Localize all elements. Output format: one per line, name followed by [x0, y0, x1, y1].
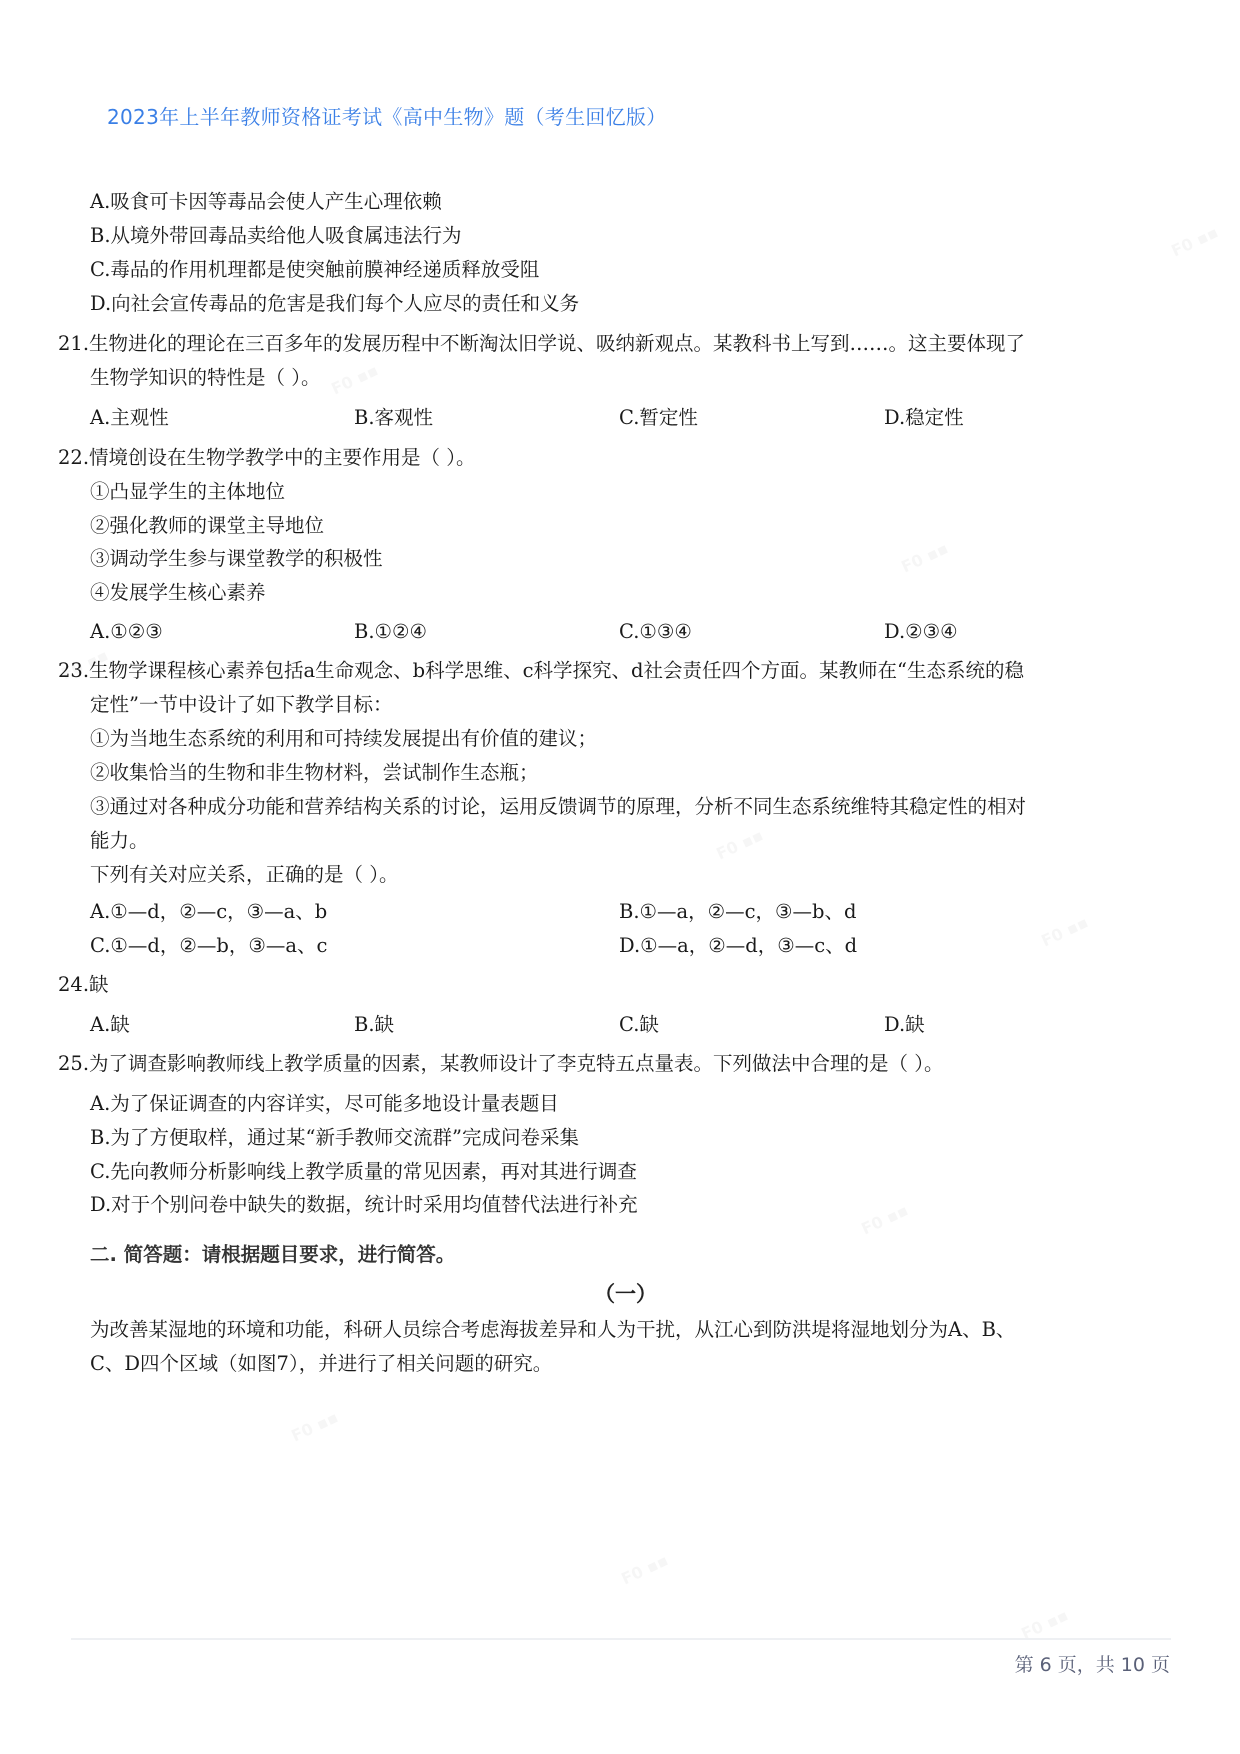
q20-option-d: D.向社会宣传毒品的危害是我们每个人应尽的责任和义务 [90, 292, 580, 315]
q22-option-a: A.①②③ [90, 620, 163, 643]
subsection-title: （一） [594, 1282, 657, 1306]
q24-option-d: D.缺 [884, 1013, 925, 1036]
watermark-logo-icon [1168, 222, 1221, 260]
watermark-logo-icon [618, 1550, 671, 1588]
q21-option-d: D.稳定性 [884, 406, 964, 429]
section-heading: 二. 简答题：请根据题目要求，进行简答。 [90, 1243, 456, 1266]
q25-option-d: D.对于个别问卷中缺失的数据，统计时采用均值替代法进行补充 [90, 1193, 638, 1216]
q20-option-a: A.吸食可卡因等毒品会使人产生心理依赖 [90, 190, 442, 213]
passage-line-2: C、D四个区域（如图7），并进行了相关问题的研究。 [90, 1352, 553, 1375]
q25-stem: 25.为了调查影响教师线上教学质量的因素，某教师设计了李克特五点量表。下列做法中合理的是（ ）。 [58, 1052, 944, 1075]
q25-option-a: A.为了保证调查的内容详实，尽可能多地设计量表题目 [90, 1092, 559, 1115]
q22-option-c: C.①③④ [619, 620, 692, 643]
document-title: 2023年上半年教师资格证考试《高中生物》题（考生回忆版） [107, 105, 667, 129]
q23-option-b: B.①—a，②—c，③—b、d [619, 900, 857, 923]
q23-item-1: ①为当地生态系统的利用和可持续发展提出有价值的建议； [90, 727, 598, 750]
q21-stem-line1: 21.生物进化的理论在三百多年的发展历程中不断淘汰旧学说、吸纳新观点。某教科书上写到……。这主要体现了 [58, 332, 1026, 355]
q23-item-3: ③通过对各种成分功能和营养结构关系的讨论，运用反馈调节的原理，分析不同生态系统维特其稳定性的相对 [90, 795, 1027, 818]
q22-item-3: ③调动学生参与课堂教学的积极性 [90, 547, 383, 570]
watermark-logo-icon [898, 538, 951, 576]
q24-option-b: B.缺 [354, 1013, 395, 1036]
q25-option-c: C.先向教师分析影响线上教学质量的常见因素，再对其进行调查 [90, 1160, 637, 1183]
q20-option-b: B.从境外带回毒品卖给他人吸食属违法行为 [90, 224, 462, 247]
passage-line-1: 为改善某湿地的环境和功能，科研人员综合考虑海拔差异和人为干扰，从江心到防洪堤将湿地划分为A、B、 [90, 1318, 1016, 1341]
q23-option-a: A.①—d，②—c，③—a、b [90, 900, 328, 923]
watermark-logo-icon [858, 1200, 911, 1238]
q24-option-a: A.缺 [90, 1013, 130, 1036]
q22-option-d: D.②③④ [884, 620, 958, 643]
q23-item-3-cont: 能力。 [90, 829, 149, 852]
q22-item-4: ④发展学生核心素养 [90, 581, 266, 604]
q23-stem-line1: 23.生物学课程核心素养包括a生命观念、b科学思维、c科学探究、d社会责任四个方面。某教师在“生态系统的稳 [58, 659, 1024, 682]
q23-stem-line2: 定性”一节中设计了如下教学目标： [90, 693, 393, 716]
q23-question: 下列有关对应关系，正确的是（ ）。 [90, 863, 399, 886]
q25-option-b: B.为了方便取样，通过某“新手教师交流群”完成问卷采集 [90, 1126, 579, 1149]
q20-option-c: C.毒品的作用机理都是使突触前膜神经递质释放受阻 [90, 258, 540, 281]
q22-item-2: ②强化教师的课堂主导地位 [90, 514, 325, 537]
q24-stem: 24.缺 [58, 973, 109, 996]
watermark-logo-icon [328, 360, 381, 398]
footer-divider [71, 1638, 1171, 1640]
q21-option-a: A.主观性 [90, 406, 169, 429]
q21-option-c: C.暂定性 [619, 406, 698, 429]
watermark-logo-icon [713, 825, 766, 863]
watermark-logo-icon [1038, 912, 1091, 950]
q22-option-b: B.①②④ [354, 620, 427, 643]
q23-option-c: C.①—d，②—b，③—a、c [90, 934, 328, 957]
q22-stem: 22.情境创设在生物学教学中的主要作用是（ ）。 [58, 446, 476, 469]
q24-option-c: C.缺 [619, 1013, 659, 1036]
page-number: 第 6 页，共 10 页 [1014, 1654, 1170, 1676]
watermark-logo-icon [288, 1407, 341, 1445]
q22-item-1: ①凸显学生的主体地位 [90, 480, 286, 503]
q21-option-b: B.客观性 [354, 406, 434, 429]
q23-item-2: ②收集恰当的生物和非生物材料，尝试制作生态瓶； [90, 761, 539, 784]
q23-option-d: D.①—a，②—d，③—c、d [619, 934, 858, 957]
q21-stem-line2: 生物学知识的特性是（ ）。 [90, 366, 321, 389]
